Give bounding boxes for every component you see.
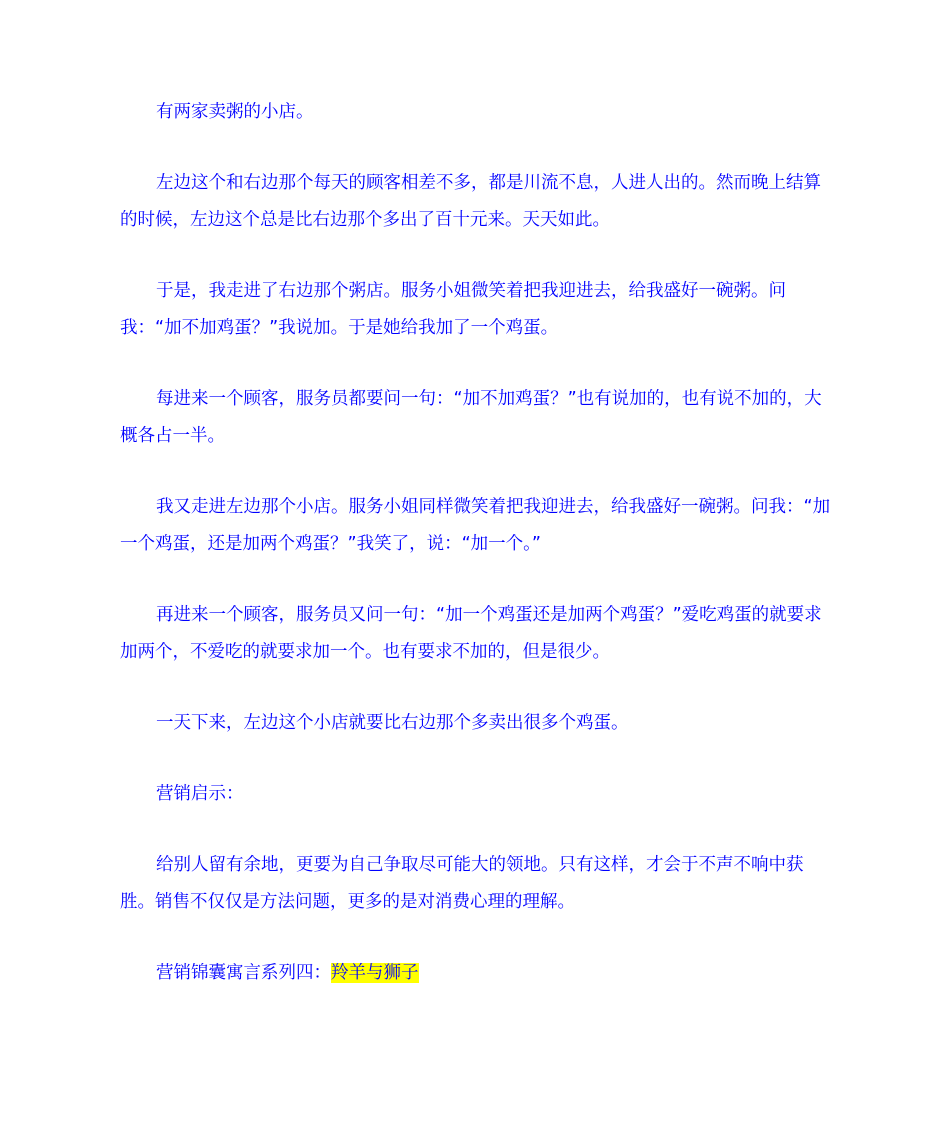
paragraph-right-shop: 于是，我走进了右边那个粥店。服务小姐微笑着把我迎进去，给我盛好一碗粥。问我：“加不加鸡蛋？”我说加。于是她给我加了一个鸡蛋。 [120, 281, 786, 338]
paragraph-insight-label: 营销启示： [156, 784, 244, 804]
paragraph-comparison: 左边这个和右边那个每天的顾客相差不多，都是川流不息，人进人出的。然而晚上结算的时候，左边这个总是比右边那个多出了百十元来。天天如此。 [120, 173, 821, 230]
paragraph-right-shop-customers: 每进来一个顾客，服务员都要问一句：“加不加鸡蛋？”也有说加的，也有说不加的，大概各占一半。 [120, 389, 822, 446]
series-heading-highlighted-title: 羚羊与狮子 [331, 963, 419, 983]
paragraph-intro: 有两家卖粥的小店。 [156, 102, 314, 122]
series-heading-prefix: 营销锦囊寓言系列四： [156, 963, 331, 983]
paragraph-insight: 给别人留有余地，更要为自己争取尽可能大的领地。只有这样，才会于不声不响中获胜。销售不仅仅是方法问题，更多的是对消费心理的理解。 [120, 855, 804, 912]
paragraph-result: 一天下来，左边这个小店就要比右边那个多卖出很多个鸡蛋。 [156, 713, 629, 733]
paragraph-left-shop-customers: 再进来一个顾客，服务员又问一句：“加一个鸡蛋还是加两个鸡蛋？”爱吃鸡蛋的就要求加两个，不爱吃的就要求加一个。也有要求不加的，但是很少。 [120, 605, 822, 662]
document-body [120, 94, 832, 1026]
series-heading [120, 955, 832, 992]
paragraph-left-shop: 我又走进左边那个小店。服务小姐同样微笑着把我迎进去，给我盛好一碗粥。问我：“加一个鸡蛋，还是加两个鸡蛋？”我笑了，说：“加一个。” [120, 497, 831, 554]
